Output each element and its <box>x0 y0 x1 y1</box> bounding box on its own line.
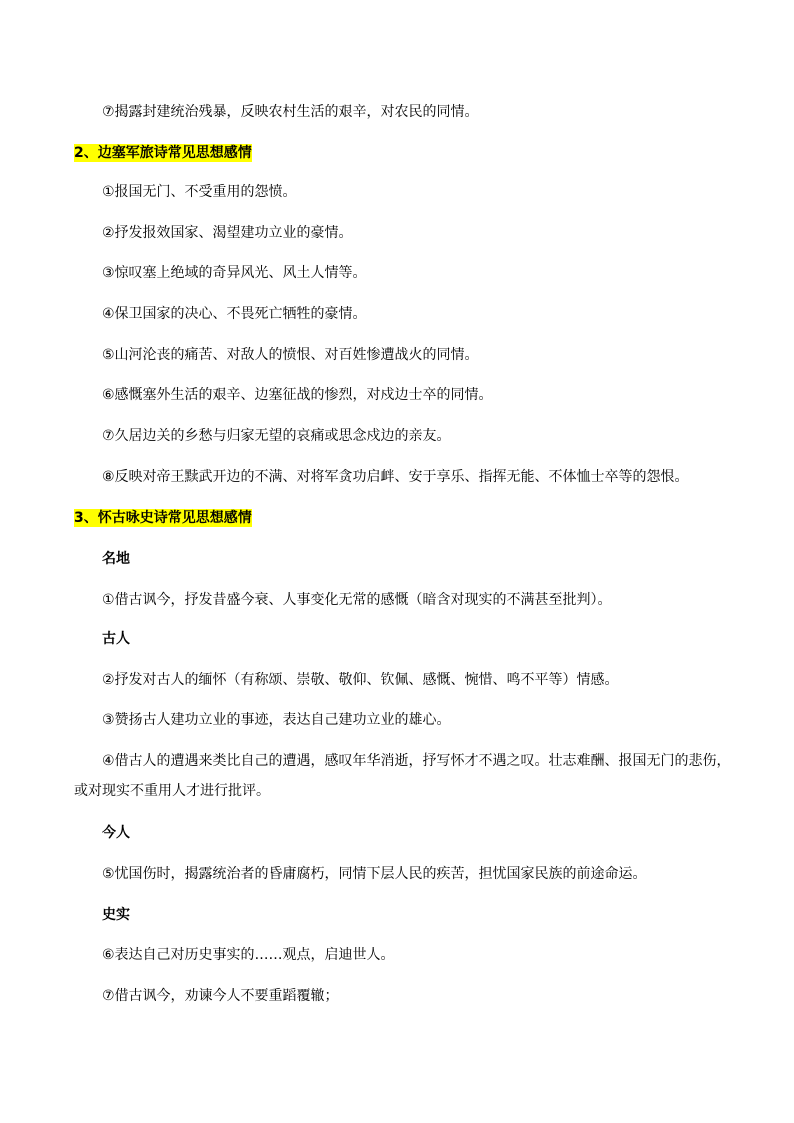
section-3-item-3: ③赞扬古人建功立业的事迹，表达自己建功立业的雄心。 <box>102 712 451 728</box>
section-3-item-6: ⑥表达自己对历史事实的……观点，启迪世人。 <box>102 947 395 963</box>
section-2-item-8: ⑧反映对帝王黩武开边的不满、对将军贪功启衅、安于享乐、指挥无能、不体恤士卒等的怨恨。 <box>102 469 689 485</box>
subheading-place: 名地 <box>102 551 130 567</box>
section-2-item-4: ④保卫国家的决心、不畏死亡牺牲的豪情。 <box>102 306 367 322</box>
section-3-heading-text: 3、怀古咏史诗常见思想感情 <box>74 510 252 526</box>
section-2-item-2: ②抒发报效国家、渴望建功立业的豪情。 <box>102 225 353 241</box>
section-2-item-6: ⑥感慨塞外生活的艰辛、边塞征战的惨烈，对戍边士卒的同情。 <box>102 387 493 403</box>
section-2-item-5: ⑤山河沦丧的痛苦、对敌人的愤恨、对百姓惨遭战火的同情。 <box>102 347 479 363</box>
section-2-item-3: ③惊叹塞上绝域的奇异风光、风土人情等。 <box>102 265 367 281</box>
subheading-moderns: 今人 <box>102 825 130 841</box>
section-2-item-7: ⑦久居边关的乡愁与归家无望的哀痛或思念戍边的亲友。 <box>102 428 451 444</box>
section-3-item-4: ④借古人的遭遇来类比自己的遭遇，感叹年华消逝，抒写怀才不遇之叹。壮志难酬、报国无门的悲伤，或对现实不重用人才进行批评。 <box>74 753 731 799</box>
section-2-item-1: ①报国无门、不受重用的怨愤。 <box>102 184 297 200</box>
section-2-heading <box>74 143 252 163</box>
subheading-history: 史实 <box>102 907 130 923</box>
section-3-item-7: ⑦借古讽今，劝谏今人不要重蹈覆辙； <box>102 988 339 1004</box>
section-3-item-2: ②抒发对古人的缅怀（有称颂、崇敬、敬仰、钦佩、感慨、惋惜、鸣不平等）情感。 <box>102 672 619 688</box>
paragraph-item-7-rural: ⑦揭露封建统治残暴，反映农村生活的艰辛，对农民的同情。 <box>102 104 479 120</box>
section-3-heading <box>74 508 252 528</box>
section-3-item-5: ⑤忧国伤时，揭露统治者的昏庸腐朽，同情下层人民的疾苦，担忧国家民族的前途命运。 <box>102 866 647 882</box>
section-2-heading-text: 2、边塞军旅诗常见思想感情 <box>74 145 252 161</box>
subheading-ancients: 古人 <box>102 631 130 647</box>
section-3-item-1: ①借古讽今，抒发昔盛今衰、人事变化无常的感慨（暗含对现实的不满甚至批判）。 <box>102 592 612 608</box>
